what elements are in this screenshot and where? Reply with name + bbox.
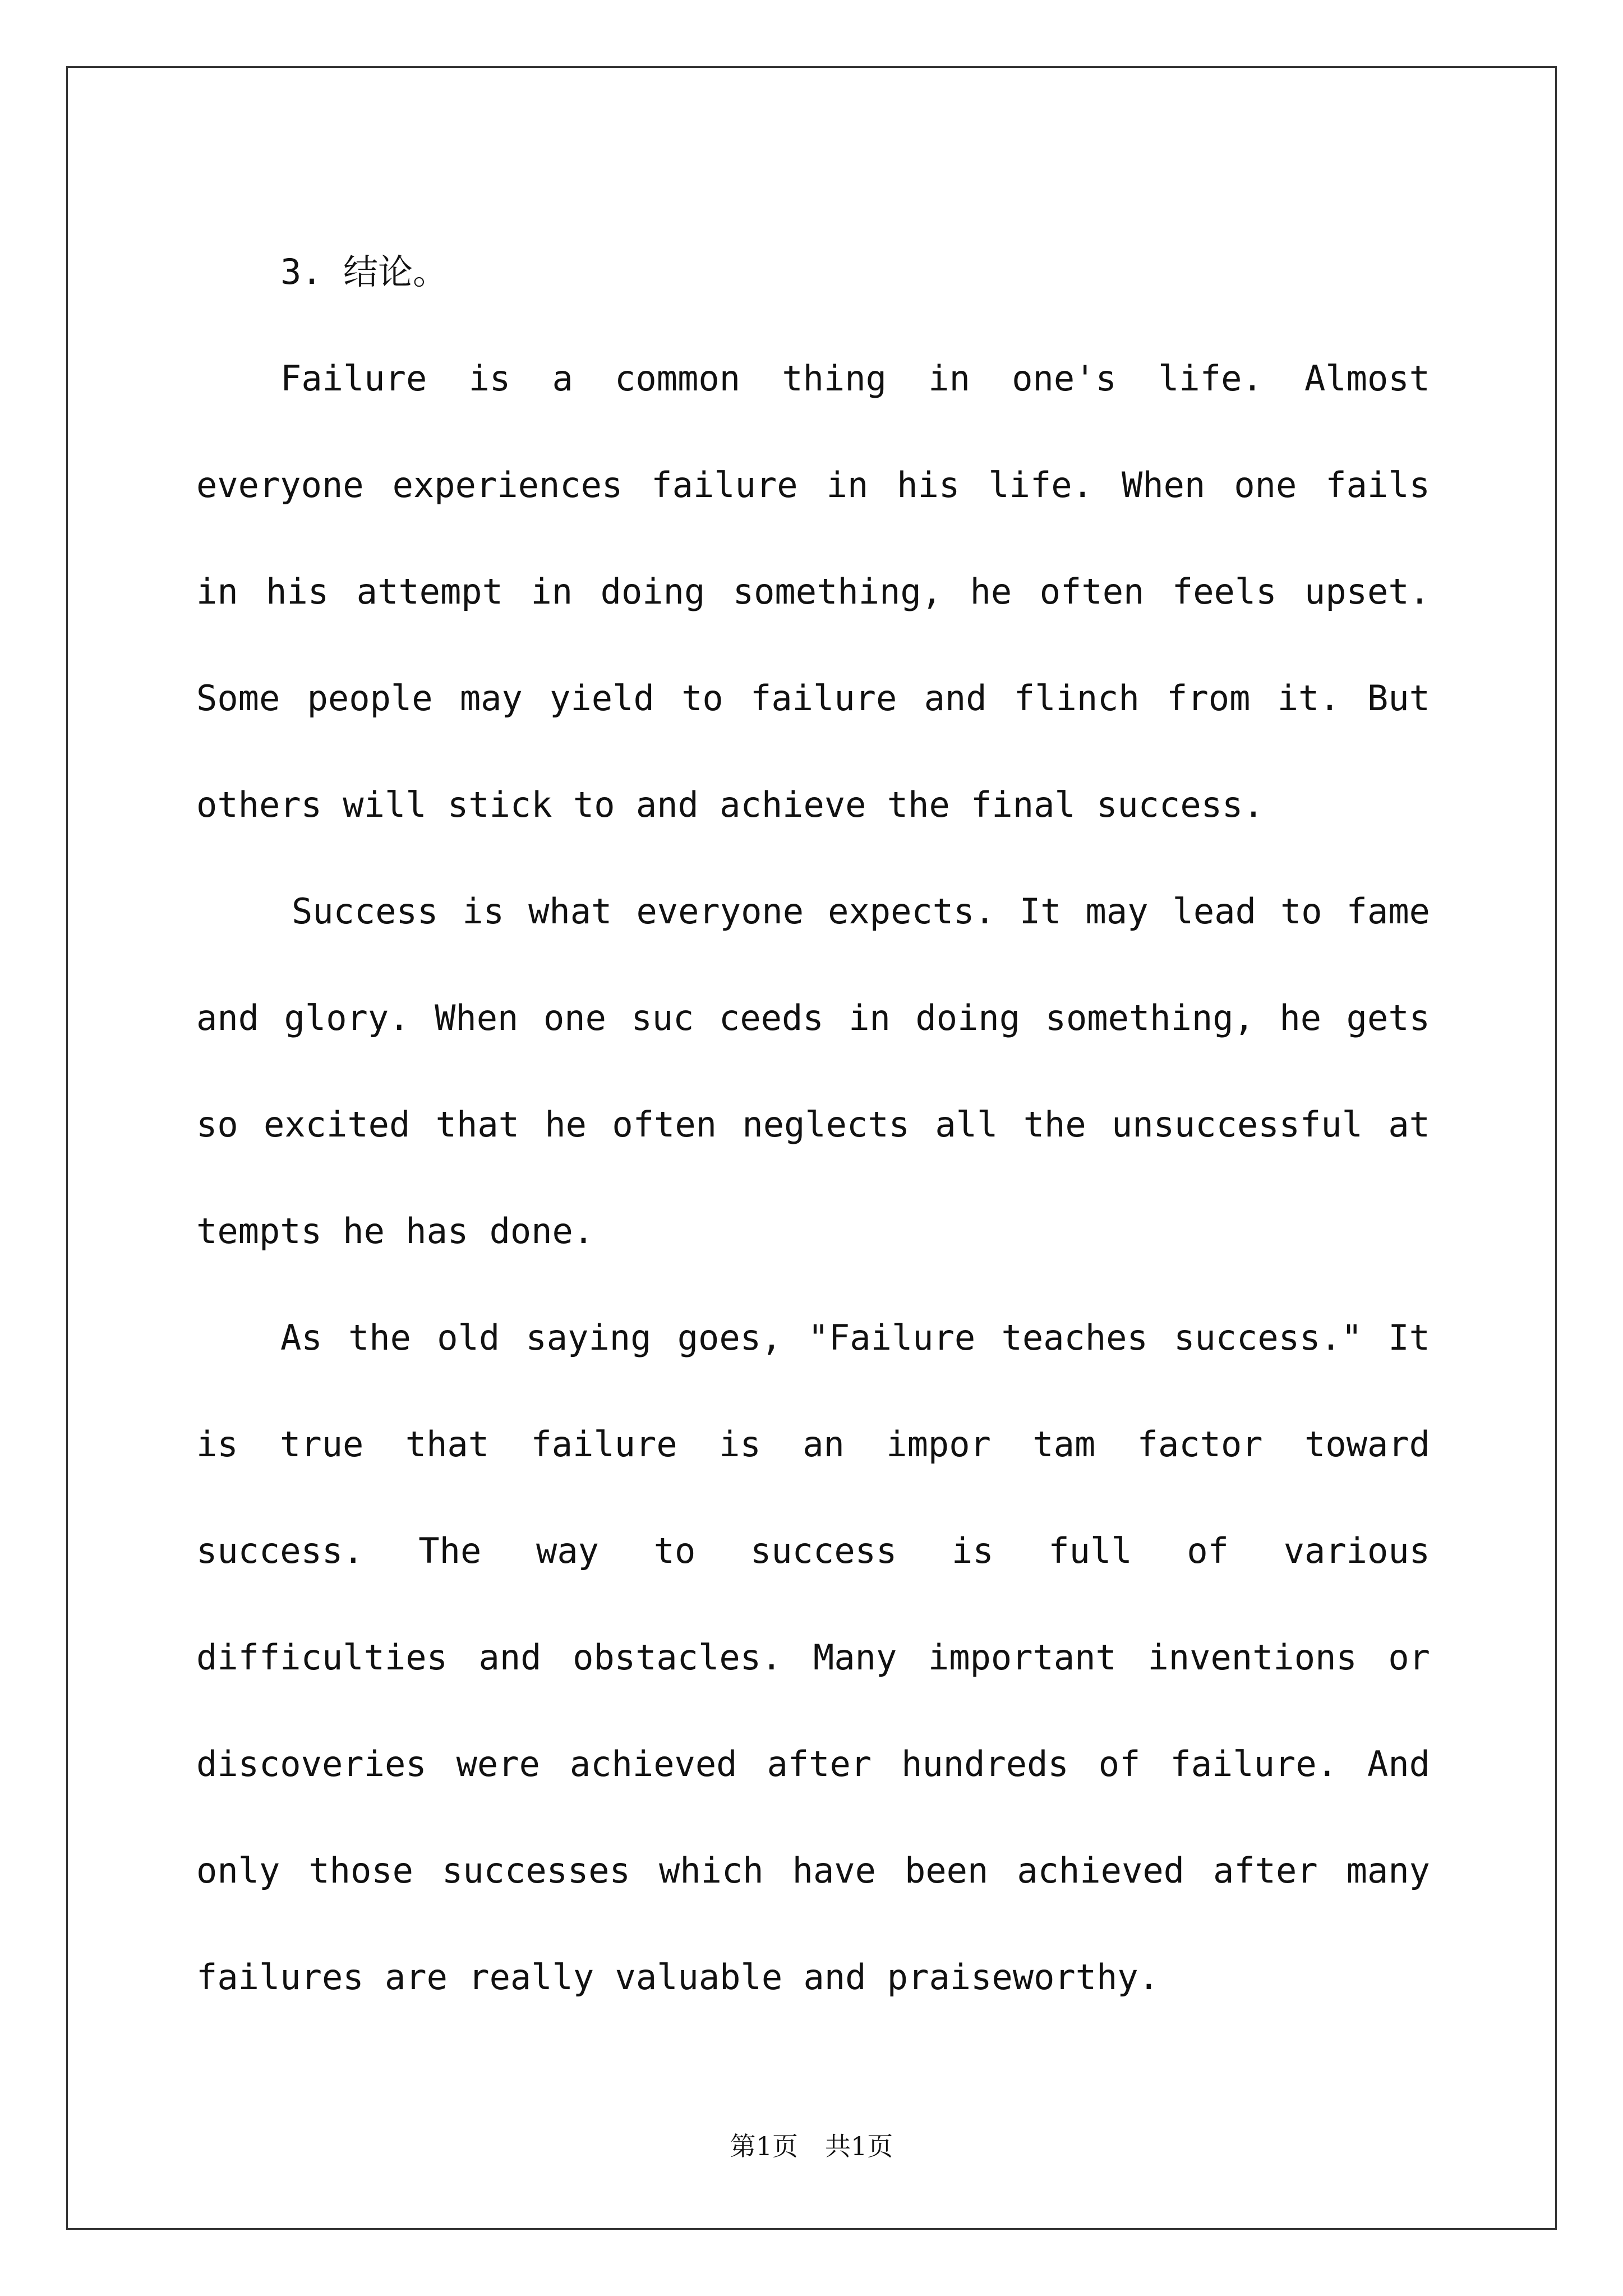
paragraph-saying: As the old saying goes, "Failure teaches success." It is true that failure is an impor tam factor toward success. The way to success is full of various difficulties and obstacles. Many important inventions or discoveries were achieved after hundreds of failure. And only those successes which have been achieved after many failures are really valuable and praiseworthy.: [196, 1317, 1430, 1998]
section-heading: 3. 结论。: [280, 251, 448, 292]
document-body: [196, 219, 1430, 2031]
page-number: 第1页: [730, 2131, 798, 2161]
page-footer: [0, 2126, 1623, 2163]
paragraph-success: Success is what everyone expects. It may lead to fame and glory. When one suc ceeds in doing something, he gets so excited that he often neglects all the unsuccessful at tempts he has done.: [196, 891, 1430, 1251]
paragraph-failure: Failure is a common thing in one's life. Almost everyone experiences failure in his life. When one fails in his attempt in doing something, he often feels upset. Some people may yield to failure and flinch from it. But others will stick to and achieve the final success.: [196, 358, 1430, 825]
page-total: 共1页: [825, 2131, 893, 2161]
